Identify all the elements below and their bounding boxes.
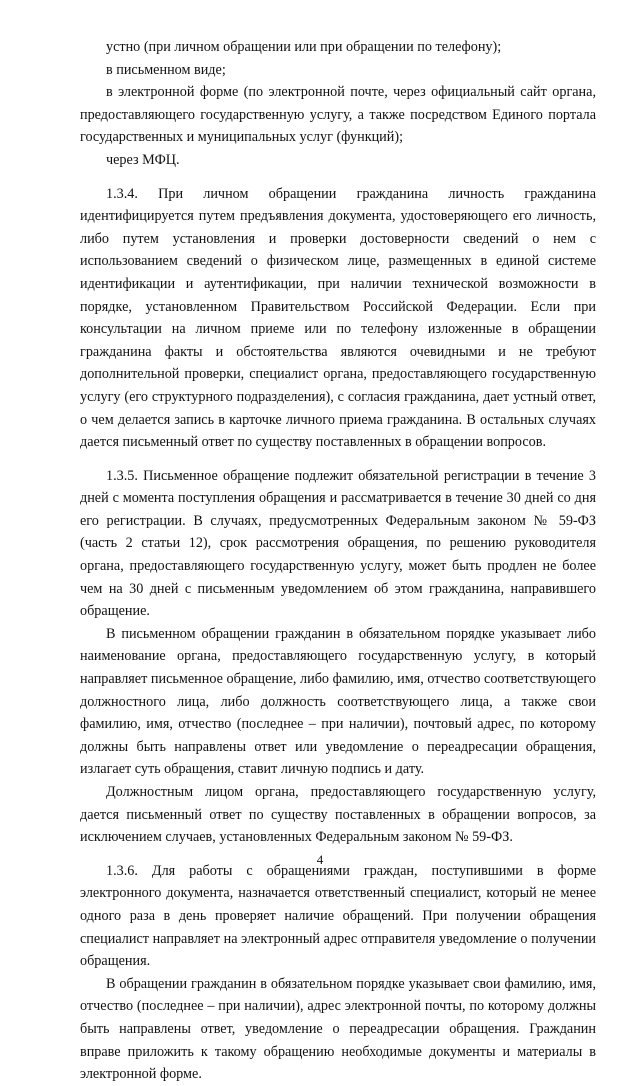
- contact-method-electronic: в электронной форме (по электронной почте, через официальный сайт органа, предоставляющего государственную услугу, а также посредством Единого портала государственных и муниципальных услуг (функций);: [80, 84, 596, 146]
- paragraph-official-answer: Должностным лицом органа, предоставляющего государственную услугу, дается письменный ответ по существу поставленных в обращении вопросов, за исключением случаев, установленных Федеральным законом № 59-ФЗ.: [80, 784, 596, 846]
- paragraph-1-3-6: 1.3.6. Для работы с обращениями граждан, поступившими в форме электронного документа, назначается ответственный специалист, который не менее одного раза в день проверяет наличие обращений. При получении обращения специалист направляет на электронный адрес отправителя уведомление о получении обращения.: [80, 862, 596, 970]
- paragraph-electronic-request-content: В обращении гражданин в обязательном порядке указывает свои фамилию, имя, отчество (последнее – при наличии), адрес электронной почты, по которому должны быть направлены ответ, уведомление о переадресации обращения. Гражданин вправе приложить к такому обращению необходимые документы и материалы в электронной форме.: [80, 975, 596, 1083]
- contact-method-written: в письменном виде;: [106, 61, 226, 78]
- page-number: 4: [316, 852, 324, 867]
- paragraph-1-3-4: 1.3.4. При личном обращении гражданина личность гражданина идентифицируется путем предъявления документа, удостоверяющего его личность, либо путем установления и проверки достоверности сведений о нем с использованием сведений о физическом лице, размещенных в единой системе идентификации и аутентификации, при наличии технической возможности в порядке, установленном Правительством Российской Федерации. Если при консультации на личном приеме или по телефону изложенные в обращении гражданина факты и обстоятельства являются очевидными и не требуют дополнительной проверки, специалист органа, предоставляющего государственную услугу (его структурного подразделения), с согласия гражданина, дает устный ответ, о чем делается запись в карточке личного приема гражданина. В остальных случаях дается письменный ответ по существу поставленных в обращении вопросов.: [80, 185, 596, 451]
- paragraph-1-3-5: 1.3.5. Письменное обращение подлежит обязательной регистрации в течение 3 дней с момента поступления обращения и рассматривается в течение 30 дней со дня его регистрации. В случаях, предусмотренных Федеральным законом № 59-ФЗ (часть 2 статьи 12), срок рассмотрения обращения, по решению руководителя органа, предоставляющего государственную услугу, может быть продлен не более чем на 30 дней с письменным уведомлением об этом гражданина, направившего обращение.: [80, 467, 596, 620]
- contact-method-mfc: через МФЦ.: [106, 151, 180, 168]
- document-body: [80, 36, 596, 1086]
- paragraph-written-request-content: В письменном обращении гражданин в обязательном порядке указывает либо наименование органа, предоставляющего государственную услугу, в который направляет письменное обращение, либо фамилию, имя, отчество соответствующего должностного лица, либо должность соответствующего лица, а также свои фамилию, имя, отчество (последнее – при наличии), почтовый адрес, по которому должны быть направлены ответ или уведомление о переадресации обращения, излагает суть обращения, ставит личную подпись и дату.: [80, 625, 596, 778]
- contact-method-oral: устно (при личном обращении или при обращении по телефону);: [106, 39, 502, 55]
